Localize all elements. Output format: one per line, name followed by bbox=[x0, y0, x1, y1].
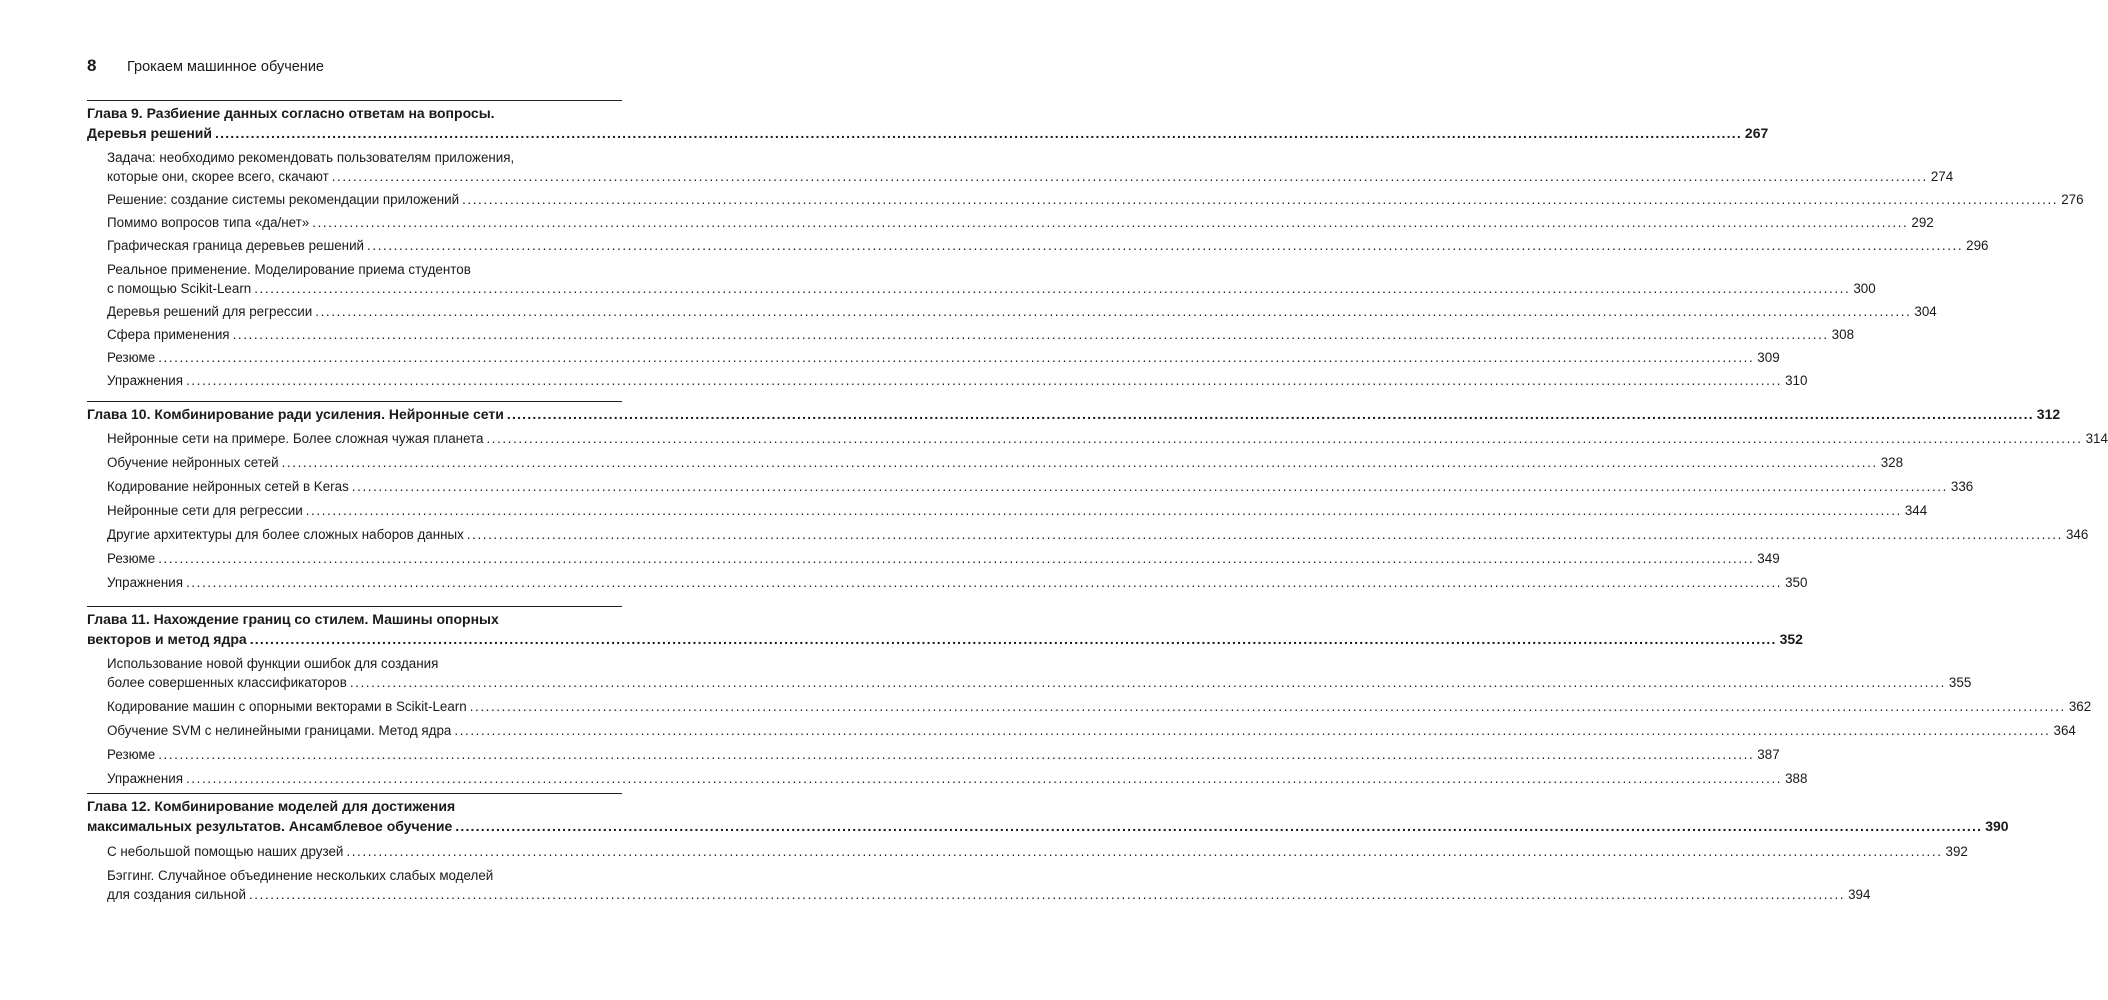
dot-leader: ............................................................................................................................................................................................................................................................................................................ bbox=[466, 527, 2063, 542]
chapter-entry bbox=[87, 103, 2084, 390]
dot-leader: ............................................................................................................................................................................................................................................................................................................ bbox=[185, 373, 1783, 388]
section-leader-row bbox=[107, 325, 1855, 344]
section-page-number: 344 bbox=[1904, 503, 1928, 518]
section-entry bbox=[87, 654, 1972, 692]
section-entry bbox=[87, 371, 1808, 390]
dot-leader: ............................................................................................................................................................................................................................................................................................................ bbox=[215, 125, 1742, 141]
dot-leader: ............................................................................................................................................................................................................................................................................................................ bbox=[254, 281, 1851, 296]
section-leader-row bbox=[107, 673, 1972, 692]
chapter-title-line: Глава 9. Разбиение данных согласно ответам на вопросы. bbox=[87, 105, 495, 121]
chapter-title-line: Глава 11. Нахождение границ со стилем. Машины опорных bbox=[87, 611, 499, 627]
section-title: Резюме bbox=[107, 747, 156, 762]
section-title: Упражнения bbox=[107, 771, 183, 786]
section-leader-row bbox=[107, 213, 1934, 232]
section-title: Резюме bbox=[107, 350, 156, 365]
section-leader-row bbox=[107, 769, 1808, 788]
section-entry bbox=[87, 769, 1808, 788]
section-page-number: 314 bbox=[2085, 431, 2108, 446]
section-leader-row bbox=[107, 745, 1780, 764]
section-entry bbox=[87, 573, 1808, 592]
section-leader-row bbox=[107, 525, 2089, 544]
section-page-number: 349 bbox=[1757, 551, 1780, 566]
dot-leader: ............................................................................................................................................................................................................................................................................................................ bbox=[351, 479, 1948, 494]
dot-leader: ............................................................................................................................................................................................................................................................................................................ bbox=[185, 771, 1783, 786]
section-title: Решение: создание системы рекомендации приложений bbox=[107, 192, 460, 207]
section-page-number: 292 bbox=[1911, 215, 1934, 230]
section-page-number: 364 bbox=[2053, 723, 2076, 738]
section-title: Упражнения bbox=[107, 575, 183, 590]
chapter-heading bbox=[87, 404, 2061, 424]
dot-leader: ............................................................................................................................................................................................................................................................................................................ bbox=[367, 238, 1964, 253]
chapter-entry bbox=[87, 796, 2009, 904]
section-leader-row bbox=[107, 167, 1954, 186]
section-page-number: 300 bbox=[1853, 281, 1876, 296]
page-header bbox=[87, 56, 324, 76]
dot-leader: ............................................................................................................................................................................................................................................................................................................ bbox=[281, 455, 1878, 470]
dot-leader: ............................................................................................................................................................................................................................................................................................................ bbox=[506, 406, 2034, 422]
chapter-leader-row bbox=[87, 123, 1769, 143]
section-page-number: 310 bbox=[1785, 373, 1808, 388]
section-title: Деревья решений для регрессии bbox=[107, 304, 313, 319]
section-title-line: Бэггинг. Случайное объединение нескольких слабых моделей bbox=[107, 868, 494, 883]
section-entry bbox=[87, 697, 2092, 716]
section-page-number: 274 bbox=[1930, 169, 1954, 184]
section-title: Нейронные сети для регрессии bbox=[107, 503, 303, 518]
chapter-page-number: 312 bbox=[2036, 406, 2061, 422]
dot-leader: ............................................................................................................................................................................................................................................................................................................ bbox=[185, 575, 1783, 590]
chapter-title: максимальных результатов. Ансамблевое обучение bbox=[87, 818, 453, 834]
dot-leader: ............................................................................................................................................................................................................................................................................................................ bbox=[455, 818, 1983, 834]
section-page-number: 304 bbox=[1914, 304, 1937, 319]
section-leader-row bbox=[107, 477, 1974, 496]
dot-leader: ............................................................................................................................................................................................................................................................................................................ bbox=[315, 304, 1912, 319]
section-title: Графическая граница деревьев решений bbox=[107, 238, 365, 253]
section-leader-row bbox=[107, 721, 2076, 740]
section-title-line: Использование новой функции ошибок для создания bbox=[107, 656, 439, 671]
section-title-line: Реальное применение. Моделирование приема студентов bbox=[107, 262, 471, 277]
section-entry bbox=[87, 260, 1876, 298]
chapter-entry bbox=[87, 404, 2108, 592]
section-title: Обучение нейронных сетей bbox=[107, 455, 279, 470]
dot-leader: ............................................................................................................................................................................................................................................................................................................ bbox=[454, 723, 2051, 738]
section-page-number: 350 bbox=[1785, 575, 1808, 590]
section-leader-row bbox=[107, 549, 1780, 568]
section-title: Нейронные сети на примере. Более сложная чужая планета bbox=[107, 431, 484, 446]
section-entry bbox=[87, 302, 1937, 321]
section-page-number: 328 bbox=[1880, 455, 1904, 470]
dot-leader: ............................................................................................................................................................................................................................................................................................................ bbox=[158, 747, 1755, 762]
section-title: Обучение SVM с нелинейными границами. Метод ядра bbox=[107, 723, 452, 738]
section-page-number: 308 bbox=[1831, 327, 1855, 342]
section-leader-row bbox=[107, 279, 1876, 298]
section-entry bbox=[87, 745, 1780, 764]
page-number: 8 bbox=[87, 56, 97, 75]
chapter-leader-row bbox=[87, 629, 1803, 649]
chapter-divider bbox=[87, 100, 622, 101]
chapter-heading bbox=[87, 796, 2009, 836]
section-page-number: 296 bbox=[1966, 238, 1989, 253]
section-title: которые они, скорее всего, скачают bbox=[107, 169, 329, 184]
section-title: Сфера применения bbox=[107, 327, 230, 342]
section-entry bbox=[87, 429, 2108, 448]
chapter-leader-row bbox=[87, 816, 2009, 836]
section-title: Упражнения bbox=[107, 373, 183, 388]
chapter-heading bbox=[87, 103, 1769, 143]
chapter-page-number: 267 bbox=[1744, 125, 1769, 141]
dot-leader: ............................................................................................................................................................................................................................................................................................................ bbox=[331, 169, 1928, 184]
section-entry bbox=[87, 148, 1954, 186]
dot-leader: ............................................................................................................................................................................................................................................................................................................ bbox=[232, 327, 1829, 342]
dot-leader: ............................................................................................................................................................................................................................................................................................................ bbox=[312, 215, 1909, 230]
section-entry bbox=[87, 866, 1871, 904]
section-leader-row bbox=[107, 501, 1928, 520]
section-leader-row bbox=[107, 573, 1808, 592]
dot-leader: ............................................................................................................................................................................................................................................................................................................ bbox=[248, 887, 1846, 902]
chapter-divider bbox=[87, 793, 622, 794]
section-entry bbox=[87, 453, 1904, 472]
section-title: Резюме bbox=[107, 551, 156, 566]
dot-leader: ............................................................................................................................................................................................................................................................................................................ bbox=[349, 675, 1946, 690]
section-leader-row bbox=[107, 842, 1968, 861]
section-leader-row bbox=[107, 885, 1871, 904]
section-leader-row bbox=[107, 429, 2108, 448]
dot-leader: ............................................................................................................................................................................................................................................................................................................ bbox=[305, 503, 1902, 518]
section-entry bbox=[87, 477, 1974, 496]
chapter-title: векторов и метод ядра bbox=[87, 631, 247, 647]
section-page-number: 394 bbox=[1848, 887, 1871, 902]
section-entry bbox=[87, 842, 1968, 861]
section-page-number: 276 bbox=[2061, 192, 2084, 207]
section-entry bbox=[87, 325, 1855, 344]
section-leader-row bbox=[107, 302, 1937, 321]
section-leader-row bbox=[107, 371, 1808, 390]
section-leader-row bbox=[107, 697, 2092, 716]
dot-leader: ............................................................................................................................................................................................................................................................................................................ bbox=[249, 631, 1777, 647]
dot-leader: ............................................................................................................................................................................................................................................................................................................ bbox=[158, 551, 1755, 566]
section-entry bbox=[87, 348, 1780, 367]
section-title: более совершенных классификаторов bbox=[107, 675, 347, 690]
dot-leader: ............................................................................................................................................................................................................................................................................................................ bbox=[158, 350, 1755, 365]
section-title-line: Задача: необходимо рекомендовать пользователям приложения, bbox=[107, 150, 515, 165]
section-page-number: 346 bbox=[2065, 527, 2089, 542]
dot-leader: ............................................................................................................................................................................................................................................................................................................ bbox=[486, 431, 2083, 446]
chapter-title-line: Глава 12. Комбинирование моделей для достижения bbox=[87, 798, 456, 814]
section-entry bbox=[87, 525, 2089, 544]
chapter-page-number: 390 bbox=[1985, 818, 2009, 834]
book-title: Грокаем машинное обучение bbox=[127, 59, 324, 75]
section-leader-row bbox=[107, 348, 1780, 367]
section-title: Помимо вопросов типа «да/нет» bbox=[107, 215, 310, 230]
chapter-page-number: 352 bbox=[1779, 631, 1803, 647]
section-title: С небольшой помощью наших друзей bbox=[107, 844, 344, 859]
chapter-divider bbox=[87, 606, 622, 607]
section-entry bbox=[87, 213, 1934, 232]
section-title: Другие архитектуры для более сложных наборов данных bbox=[107, 527, 464, 542]
section-page-number: 309 bbox=[1757, 350, 1780, 365]
section-title: Кодирование нейронных сетей в Keras bbox=[107, 479, 349, 494]
section-page-number: 336 bbox=[1950, 479, 1974, 494]
section-page-number: 392 bbox=[1945, 844, 1968, 859]
dot-leader: ............................................................................................................................................................................................................................................................................................................ bbox=[346, 844, 1943, 859]
section-title: с помощью Scikit-Learn bbox=[107, 281, 252, 296]
section-entry bbox=[87, 190, 2084, 209]
section-page-number: 387 bbox=[1757, 747, 1780, 762]
chapter-entry bbox=[87, 609, 2092, 788]
dot-leader: ............................................................................................................................................................................................................................................................................................................ bbox=[462, 192, 2059, 207]
section-leader-row bbox=[107, 453, 1904, 472]
section-title: Кодирование машин с опорными векторами в Scikit-Learn bbox=[107, 699, 467, 714]
section-leader-row bbox=[107, 190, 2084, 209]
section-leader-row bbox=[107, 236, 1989, 255]
chapter-heading bbox=[87, 609, 1803, 649]
section-title: для создания сильной bbox=[107, 887, 246, 902]
chapter-leader-row bbox=[87, 404, 2061, 424]
chapter-title: Деревья решений bbox=[87, 125, 213, 141]
chapter-divider bbox=[87, 401, 622, 402]
chapter-title: Глава 10. Комбинирование ради усиления. Нейронные сети bbox=[87, 406, 504, 422]
section-page-number: 355 bbox=[1948, 675, 1972, 690]
section-page-number: 362 bbox=[2068, 699, 2092, 714]
section-entry bbox=[87, 549, 1780, 568]
section-entry bbox=[87, 721, 2076, 740]
section-page-number: 388 bbox=[1785, 771, 1808, 786]
dot-leader: ............................................................................................................................................................................................................................................................................................................ bbox=[469, 699, 2066, 714]
section-entry bbox=[87, 236, 1989, 255]
section-entry bbox=[87, 501, 1928, 520]
